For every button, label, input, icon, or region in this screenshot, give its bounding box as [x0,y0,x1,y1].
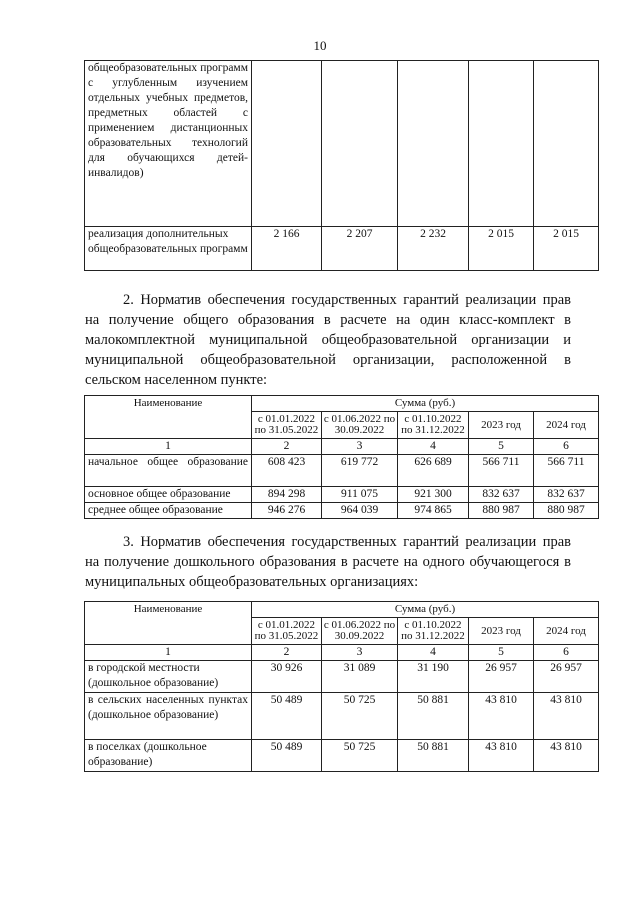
cell: 43 810 [534,740,599,772]
table-row [85,487,599,503]
section3-paragraph: 3. Норматив обеспечения государственных гарантий реализации прав на получение дошкольного образования в расчете на одного обучающегося в муниципальных общеобразовательных организациях: [85,534,571,590]
header-2023: 2023 год [469,412,534,439]
table-section2 [84,395,599,519]
col-number: 3 [322,645,398,661]
row-label: начальное общее образование [85,455,252,487]
cell: 566 711 [534,455,599,487]
table-section3 [84,601,599,772]
header-2024: 2024 год [534,618,599,645]
cell: 2 232 [398,227,469,271]
cell: 2 015 [469,227,534,271]
table-row [85,455,599,487]
cell: 608 423 [252,455,322,487]
cell: 50 725 [322,693,398,740]
row-label: в городской местности (дошкольное образование) [85,661,252,693]
table-continuation [84,60,599,271]
page-number: 10 [313,38,327,53]
cell: 31 190 [398,661,469,693]
cell: 43 810 [469,693,534,740]
row-label: реализация дополнительных общеобразовательных программ [85,227,252,271]
header-name: Наименование [85,396,252,439]
header-2023: 2023 год [469,618,534,645]
header-period-2: с 01.06.2022 по 30.09.2022 [322,412,398,439]
col-number: 4 [398,645,469,661]
cell: 50 489 [252,740,322,772]
row-label: основное общее образование [85,487,252,503]
cell: 26 957 [534,661,599,693]
cell: 832 637 [534,487,599,503]
col-number: 3 [322,439,398,455]
cell: 974 865 [398,503,469,519]
cell: 50 725 [322,740,398,772]
cell: 880 987 [469,503,534,519]
table-row [85,740,599,772]
cell: 566 711 [469,455,534,487]
header-name: Наименование [85,602,252,645]
table-row [85,693,599,740]
col-number: 4 [398,439,469,455]
col-number: 6 [534,439,599,455]
header-sum: Сумма (руб.) [252,602,599,618]
header-sum: Сумма (руб.) [252,396,599,412]
table-row [85,503,599,519]
cell: 50 489 [252,693,322,740]
header-2024: 2024 год [534,412,599,439]
cell: 832 637 [469,487,534,503]
cell: 894 298 [252,487,322,503]
table-row [85,661,599,693]
cell: 626 689 [398,455,469,487]
row-label: в поселках (дошкольное образование) [85,740,252,772]
header-period-3: с 01.10.2022 по 31.12.2022 [398,412,469,439]
cell: 619 772 [322,455,398,487]
col-number: 2 [252,645,322,661]
cell: 2 207 [322,227,398,271]
cell: 911 075 [322,487,398,503]
cell: 30 926 [252,661,322,693]
col-number: 1 [85,645,252,661]
row-label: в сельских населенных пунктах (дошкольное образование) [85,693,252,740]
header-period-1: с 01.01.2022 по 31.05.2022 [252,618,322,645]
col-number: 5 [469,645,534,661]
col-number: 6 [534,645,599,661]
cell: 31 089 [322,661,398,693]
cell: 2 015 [534,227,599,271]
cell: 43 810 [469,740,534,772]
cell: 50 881 [398,740,469,772]
col-number: 5 [469,439,534,455]
header-period-2: с 01.06.2022 по 30.09.2022 [322,618,398,645]
header-period-1: с 01.01.2022 по 31.05.2022 [252,412,322,439]
cell: 50 881 [398,693,469,740]
table-row [85,227,599,271]
cell: 26 957 [469,661,534,693]
cell: 43 810 [534,693,599,740]
cell: 880 987 [534,503,599,519]
cell: 921 300 [398,487,469,503]
cell: 964 039 [322,503,398,519]
cell: 2 166 [252,227,322,271]
header-period-3: с 01.10.2022 по 31.12.2022 [398,618,469,645]
row-label: среднее общее образование [85,503,252,519]
section2-paragraph: 2. Норматив обеспечения государственных гарантий реализации прав на получение общего образования в расчете на один класс-комплект в малокомплектной муниципальной общеобразовательной организации и муниципальной общеобразовательной организации, расположенной в сельском населенном пункте: [85,292,571,388]
col-number: 1 [85,439,252,455]
cell: 946 276 [252,503,322,519]
row-label: общеобразовательных программ с углубленным изучением отдельных учебных предметов, предметных областей с применением дистанционных образовательных технологий для обучающихся детей-инвалидов) [85,61,252,227]
col-number: 2 [252,439,322,455]
table-row [85,61,599,227]
